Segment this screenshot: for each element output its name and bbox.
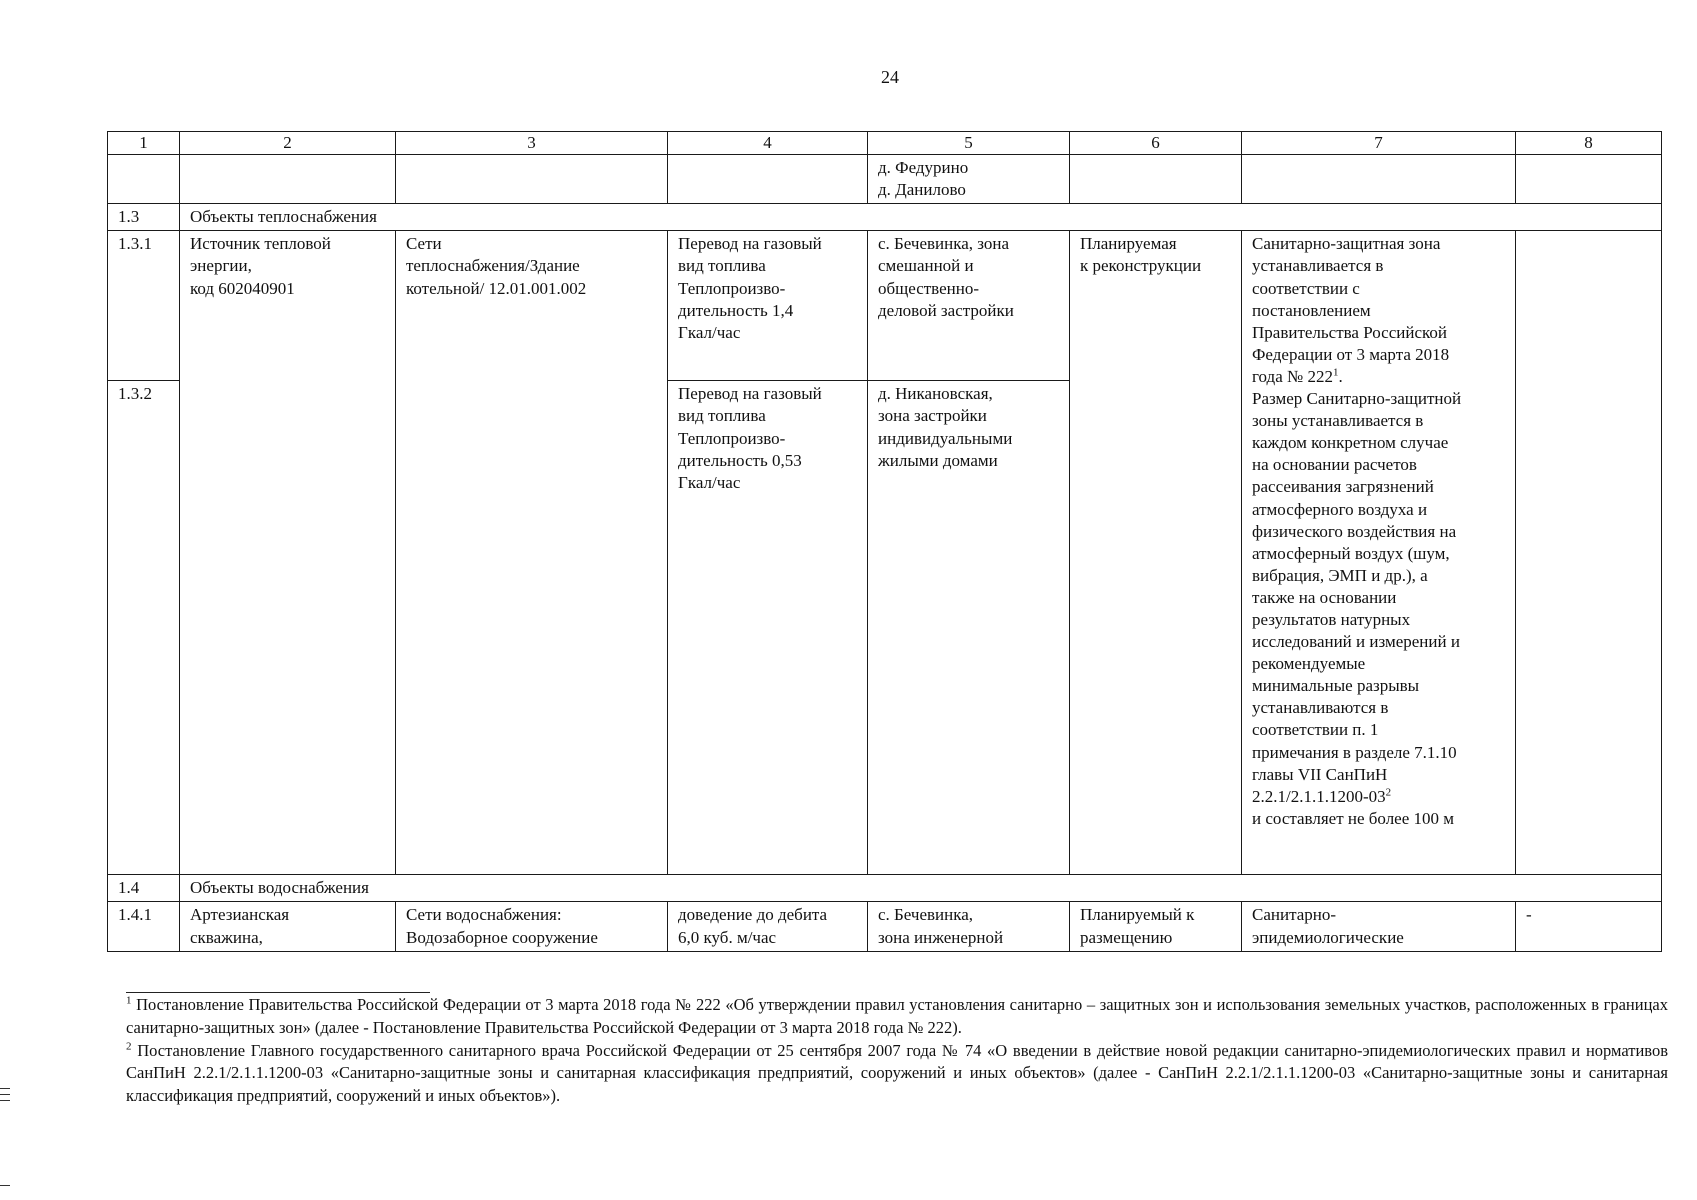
table-row-continued xyxy=(108,155,1662,204)
table-row-1-3-1 xyxy=(108,231,1662,381)
characteristics-cell: Перевод на газовый вид топлива Теплопроизво- дительность 1,4 Гкал/час xyxy=(668,231,868,381)
cell xyxy=(180,155,396,204)
section-row-water xyxy=(108,875,1662,902)
margin-mark xyxy=(0,1100,10,1101)
section-title: Объекты теплоснабжения xyxy=(180,204,1662,231)
header-cell-3: 3 xyxy=(396,132,668,155)
status-cell: Планируемая к реконструкции xyxy=(1070,231,1242,875)
header-cell-5: 5 xyxy=(868,132,1070,155)
row-number: 1.4.1 xyxy=(108,902,180,951)
row-number: 1.3.2 xyxy=(108,381,180,875)
table-header-row xyxy=(108,132,1662,155)
footnotes xyxy=(126,994,1668,1108)
header-cell-7: 7 xyxy=(1242,132,1516,155)
footnote-2 xyxy=(126,1040,1668,1108)
cell xyxy=(1516,231,1662,875)
characteristics-cell: доведение до дебита 6,0 куб. м/час xyxy=(668,902,868,951)
table-row-1-4-1 xyxy=(108,902,1662,951)
footnote-ref-line: года № $222^1$. xyxy=(1252,366,1343,386)
row-number: 1.3.1 xyxy=(108,231,180,381)
location-cell: с. Бечевинка, зона смешанной и общественно- деловой застройки xyxy=(868,231,1070,381)
footnote-separator xyxy=(126,992,430,993)
margin-mark xyxy=(0,1094,10,1095)
section-title: Объекты водоснабжения xyxy=(180,875,1662,902)
location-cell: д. Федурино д. Данилово xyxy=(868,155,1070,204)
header-cell-1: 1 xyxy=(108,132,180,155)
sanitary-zone-cell: Санитарно-защитная зона устанавливается в соответствии с постановлением Правительства Российской Федерации от 3 марта 2018 года № $222^1$. Размер Санитарно-защитной зоны устанавливается в каждом конкретном случае на основании расчетов рассеивания загрязнений атмосферного воздуха и физического воздействия на атмосферный воздух (шум, вибрация, ЭМП и др.), а также на основании результатов натурных исследований и измерений и рекомендуемые минимальные разрывы устанавливаются в соответствии п. 1 примечания в разделе 7.1.10 главы VII СанПиН $2.2.1/2.1.1.1200-03^2$ и составляет не более 100 м xyxy=(1242,231,1516,875)
cell xyxy=(1070,155,1242,204)
characteristics-cell: Перевод на газовый вид топлива Теплопроизво- дительность 0,53 Гкал/час xyxy=(668,381,868,875)
section-number: 1.4 xyxy=(108,875,180,902)
cell xyxy=(1242,155,1516,204)
section-row-heat xyxy=(108,204,1662,231)
margin-mark xyxy=(0,1185,10,1186)
cell xyxy=(108,155,180,204)
object-type-cell: Сети водоснабжения: Водозаборное сооружение xyxy=(396,902,668,951)
sanitary-zone-cell: Санитарно- эпидемиологические xyxy=(1242,902,1516,951)
footnote-text: Постановление Главного государственного санитарного врача Российской Федерации от 25 сентября 2007 года № 74 «О введении в действие новой редакции санитарно-эпидемиологических правил и нормативов СанПиН 2.2.1/2.1.1.1200-03 «Санитарно-защитные зоны и санитарная классификация предприятий, сооружений и иных объектов» (далее - СанПиН 2.2.1/2.1.1.1200-03 «Санитарно-защитные зоны и санитарная классификация предприятий, сооружений и иных объектов»). xyxy=(126,1040,1669,1106)
header-cell-6: 6 xyxy=(1070,132,1242,155)
cell xyxy=(668,155,868,204)
header-cell-2: 2 xyxy=(180,132,396,155)
dash-cell: - xyxy=(1516,902,1662,951)
location-cell: с. Бечевинка, зона инженерной xyxy=(868,902,1070,951)
footnote-text: Постановление Правительства Российской Федерации от 3 марта 2018 года № 222 «Об утверждении правил установления санитарно – защитных зон и использования земельных участков, расположенных в границах санитарно-защитных зон» (далее - Постановление Правительства Российской Федерации от 3 марта 2018 года № 222). xyxy=(126,995,1669,1037)
footnote-ref-1[interactable]: 1 xyxy=(1332,366,1339,379)
location-cell: д. Никановская, зона застройки индивидуальными жилыми домами xyxy=(868,381,1070,875)
object-name-cell: Источник тепловой энергии, код 602040901 xyxy=(180,231,396,875)
footnote-ref-2[interactable]: 2 xyxy=(1385,786,1392,799)
planned-objects-table xyxy=(107,131,1662,952)
object-type-cell: Сети теплоснабжения/Здание котельной/ 12.01.001.002 xyxy=(396,231,668,875)
object-name-cell: Артезианская скважина, xyxy=(180,902,396,951)
status-cell: Планируемый к размещению xyxy=(1070,902,1242,951)
header-cell-8: 8 xyxy=(1516,132,1662,155)
margin-mark xyxy=(0,1088,10,1089)
page-number: 24 xyxy=(881,67,899,87)
footnote-ref-line: $2.2.1/2.1.1.1200-03^2$ xyxy=(1252,786,1392,806)
cell xyxy=(396,155,668,204)
section-number: 1.3 xyxy=(108,204,180,231)
cell xyxy=(1516,155,1662,204)
header-cell-4: 4 xyxy=(668,132,868,155)
footnote-1 xyxy=(126,994,1668,1040)
footnote-mark: 1 xyxy=(126,994,132,1007)
footnote-mark: 2 xyxy=(126,1040,132,1053)
